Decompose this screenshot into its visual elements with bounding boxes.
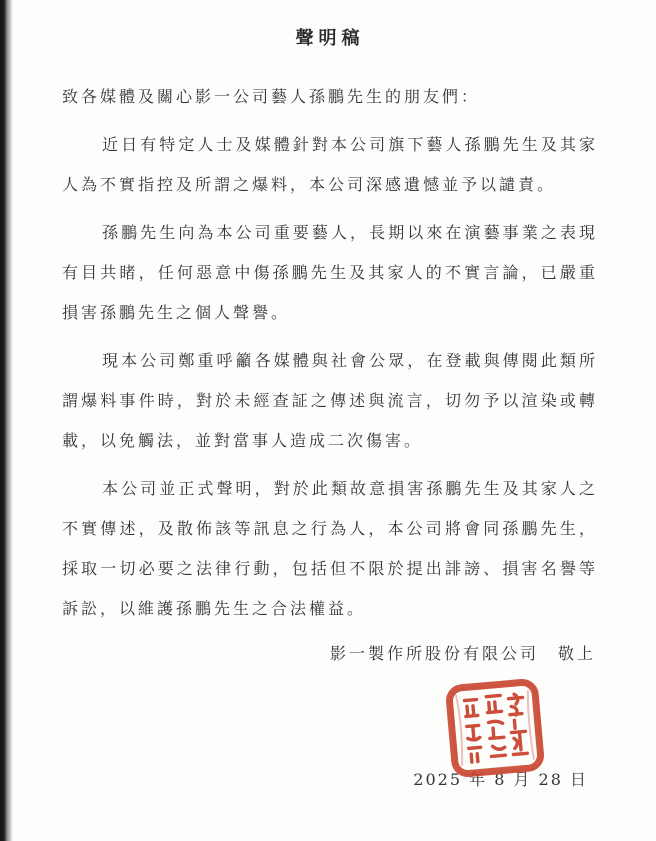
seal-icon: [437, 673, 553, 782]
salutation-line: 致各媒體及關心影一公司藝人孫鵬先生的朋友們：: [62, 87, 481, 106]
page-title: 聲明稿: [295, 28, 365, 49]
paragraph-3: 現本公司鄭重呼籲各媒體與社會公眾，在登載與傳閱此類所謂爆料事件時，對於未經查証之傳述與流言，切勿予以渲染或轉載，以免觸法，並對當事人造成二次傷害。: [62, 351, 598, 450]
company-signature: 影一製作所股份有限公司 敬上: [329, 644, 596, 663]
company-seal-stamp: [437, 673, 553, 782]
paragraph-1: 近日有特定人士及媒體針對本公司旗下藝人孫鵬先生及其家人為不實指控及所謂之爆料，本公司深感遺憾並予以譴責。: [62, 135, 598, 194]
paragraph-4: 本公司並正式聲明，對於此類故意損害孫鵬先生及其家人之不實傳述，及散佈該等訊息之行為人，本公司將會同孫鵬先生，採取一切必要之法律行動，包括但不限於提出誹謗、損害名譽等訴訟，以維護孫鵬先生之合法權益。: [62, 479, 598, 618]
date-line: 2025 年 8 月 28 日: [413, 770, 588, 789]
paragraph-2: 孫鵬先生向為本公司重要藝人，長期以來在演藝事業之表現有目共睹，任何惡意中傷孫鵬先生及其家人的不實言論，已嚴重損害孫鵬先生之個人聲譽。: [62, 223, 598, 322]
